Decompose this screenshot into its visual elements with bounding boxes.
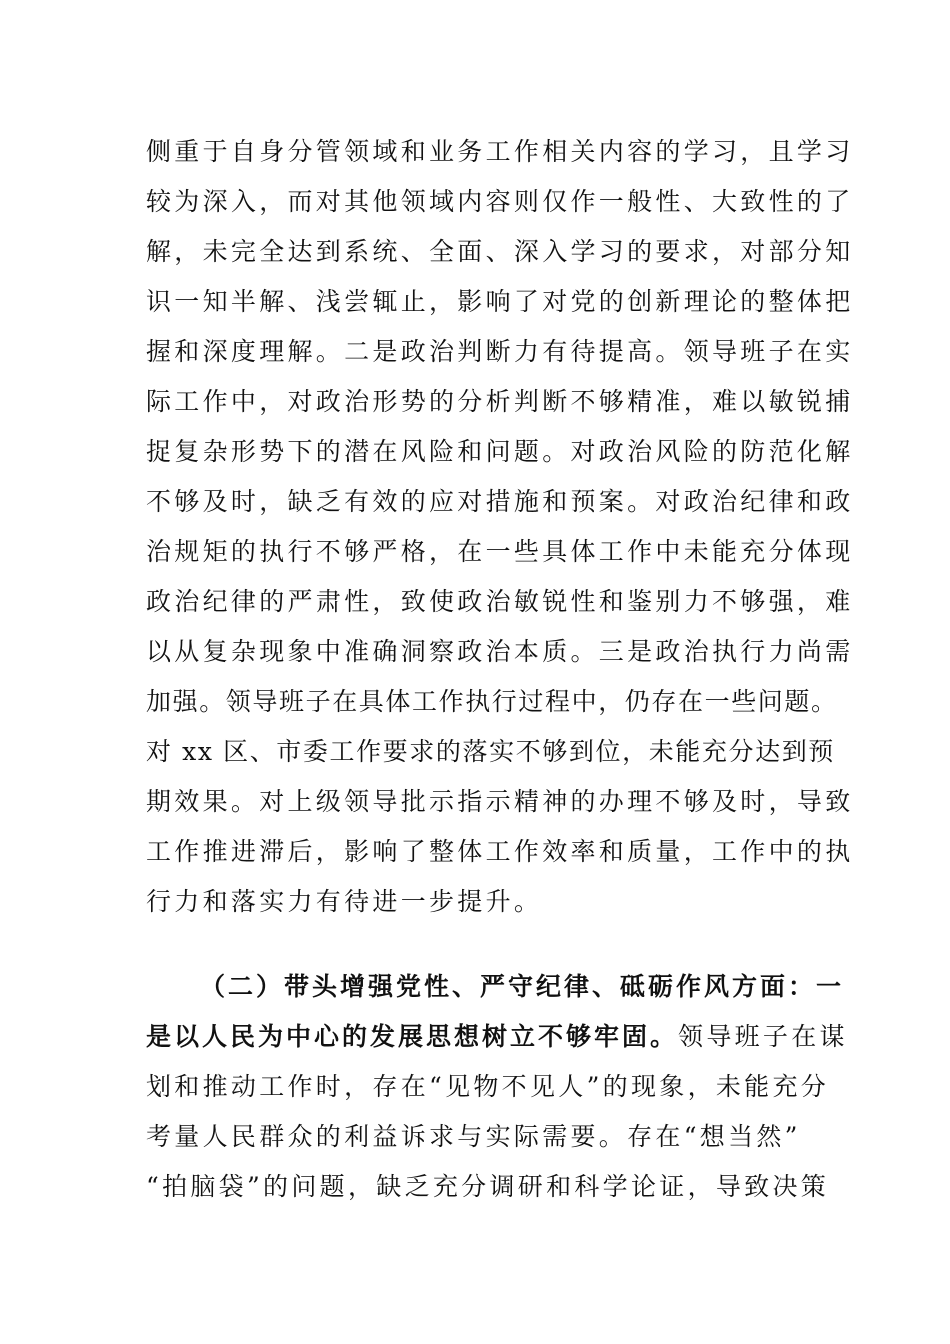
- text-span: 领导班子在谋: [678, 1022, 848, 1051]
- text-line: 侧重于自身分管领域和业务工作相关内容的学习，且学习: [146, 137, 854, 166]
- section-heading: （二）带头增强党性、严守纪律、砥砺作风方面：一: [200, 972, 845, 1001]
- text-line: 划和推动工作时，存在“见物不见人”的现象，未能充分: [146, 1072, 830, 1101]
- text-line: 握和深度理解。二是政治判断力有待提高。领导班子在实: [146, 337, 854, 366]
- text-line: 行力和落实力有待进一步提升。: [146, 887, 543, 916]
- text-line: 较为深入，而对其他领域内容则仅作一般性、大致性的了: [146, 187, 854, 216]
- bold-lead-sentence: 是以人民为中心的发展思想树立不够牢固。: [146, 1022, 679, 1051]
- text-line: 期效果。对上级领导批示指示精神的办理不够及时，导致: [146, 787, 854, 816]
- text-line: 对 xx 区、市委工作要求的落实不够到位，未能充分达到预: [146, 737, 835, 766]
- text-line: 以从复杂现象中准确洞察政治本质。三是政治执行力尚需: [146, 637, 854, 666]
- text-line: 政治纪律的严肃性，致使政治敏锐性和鉴别力不够强，难: [146, 587, 854, 616]
- text-line: 工作推进滞后，影响了整体工作效率和质量，工作中的执: [146, 837, 854, 866]
- text-line: 际工作中，对政治形势的分析判断不够精准，难以敏锐捕: [146, 387, 854, 416]
- text-line: 识一知半解、浅尝辄止，影响了对党的创新理论的整体把: [146, 287, 854, 316]
- text-line: 考量人民群众的利益诉求与实际需要。存在“想当然”: [146, 1122, 801, 1151]
- text-line: 捉复杂形势下的潜在风险和问题。对政治风险的防范化解: [146, 437, 854, 466]
- text-line-mixed: [146, 1021, 848, 1053]
- text-line: 治规矩的执行不够严格，在一些具体工作中未能充分体现: [146, 537, 854, 566]
- text-line: 解，未完全达到系统、全面、深入学习的要求，对部分知: [146, 237, 854, 266]
- text-line: “拍脑袋”的问题，缺乏充分调研和科学论证，导致决策: [146, 1172, 830, 1201]
- text-line: 不够及时，缺乏有效的应对措施和预案。对政治纪律和政: [146, 487, 854, 516]
- text-line: 加强。领导班子在具体工作执行过程中，仍存在一些问题。: [146, 687, 838, 716]
